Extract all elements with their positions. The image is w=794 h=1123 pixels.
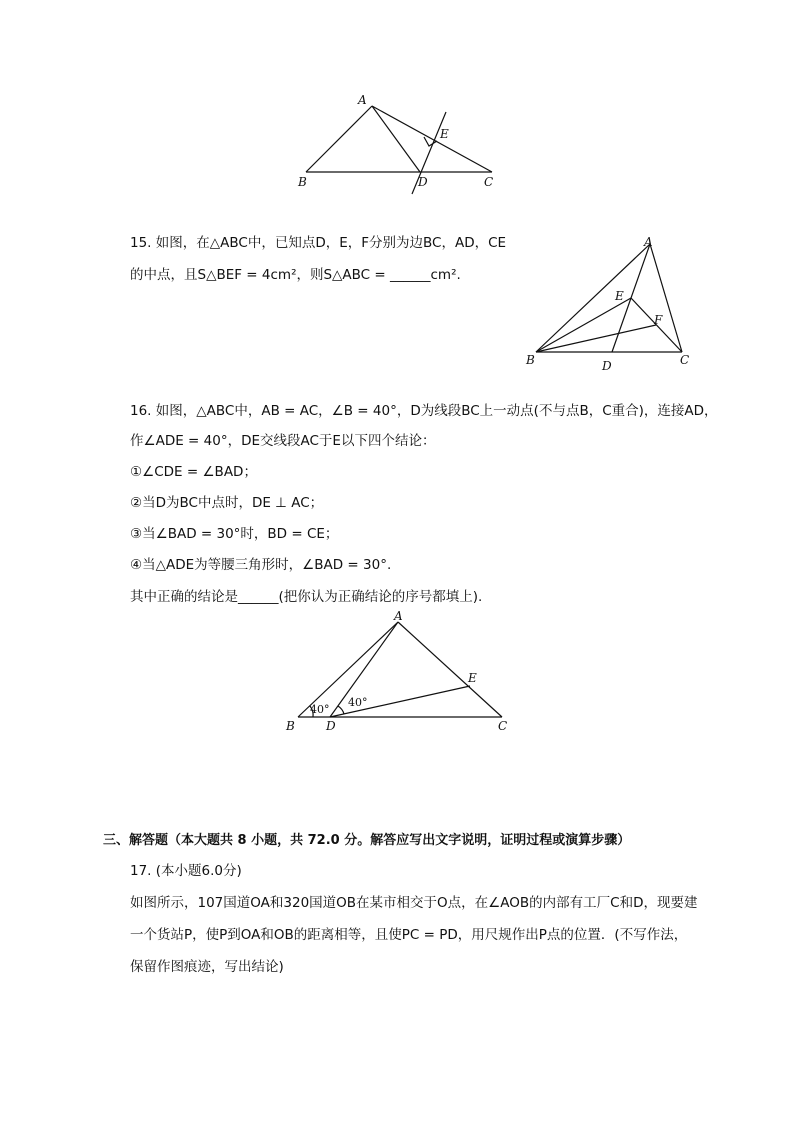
q16-conclusion-1: ①∠CDE = ∠BAD； (130, 464, 257, 480)
fig15-label-a: A (644, 235, 653, 249)
fig14-label-a: A (358, 93, 367, 107)
q15-line1: 15. 如图，在△ABC中，已知点D，E，F分别为边BC，AD，CE (130, 235, 507, 251)
q16-line3: 其中正确的结论是______(把你认为正确结论的序号都填上). (130, 589, 483, 605)
figure-16 (280, 610, 520, 735)
fig16-angle-b: 40° (310, 703, 330, 716)
q16-conclusion-2: ②当D为BC中点时，DE ⊥ AC； (130, 495, 324, 511)
q17-line1: 如图所示，107国道OA和320国道OB在某市相交于O点，在∠AOB的内部有工厂C和D，现要建 (130, 895, 698, 911)
fig16-label-d: D (326, 719, 336, 733)
q16-conclusion-4: ④当△ADE为等腰三角形时，∠BAD = 30°. (130, 557, 392, 573)
fig16-label-e: E (468, 671, 477, 685)
q16-line2: 作∠ADE = 40°，DE交线段AC于E以下四个结论： (130, 433, 436, 449)
fig15-label-f: F (654, 313, 663, 327)
q17-line3: 保留作图痕迹，写出结论) (130, 959, 284, 975)
fig15-label-d: D (602, 359, 612, 373)
fig15-label-b: B (526, 353, 535, 367)
fig16-angle-d: 40° (348, 696, 368, 709)
q17-line2: 一个货站P，使P到OA和OB的距离相等，且使PC = PD，用尺规作出P点的位置．(不写作法， (130, 927, 688, 943)
figure-14 (290, 90, 510, 200)
fig15-label-c: C (680, 353, 690, 367)
q16-conclusion-3: ③当∠BAD = 30°时，BD = CE； (130, 526, 339, 542)
q16-line1: 16. 如图，△ABC中，AB = AC，∠B = 40°，D为线段BC上一动点(不与点B，C重合)，连接AD， (130, 403, 718, 419)
q17-title: 17. (本小题6.0分) (130, 863, 242, 879)
fig14-label-c: C (484, 175, 494, 189)
figure-15 (520, 232, 705, 374)
fig16-label-c: C (498, 719, 508, 733)
fig16-label-b: B (286, 719, 295, 733)
fig14-label-d: D (418, 175, 428, 189)
fig15-label-e: E (615, 289, 624, 303)
section-3-heading: 三、解答题（本大题共 8 小题，共 72.0 分。解答应写出文字说明，证明过程或演算步骤） (103, 833, 631, 848)
fig14-label-e: E (440, 127, 449, 141)
fig16-label-a: A (394, 610, 403, 623)
q15-line2: 的中点，且S△BEF = 4cm²，则S△ABC = ______cm². (130, 267, 461, 283)
fig14-label-b: B (298, 175, 307, 189)
